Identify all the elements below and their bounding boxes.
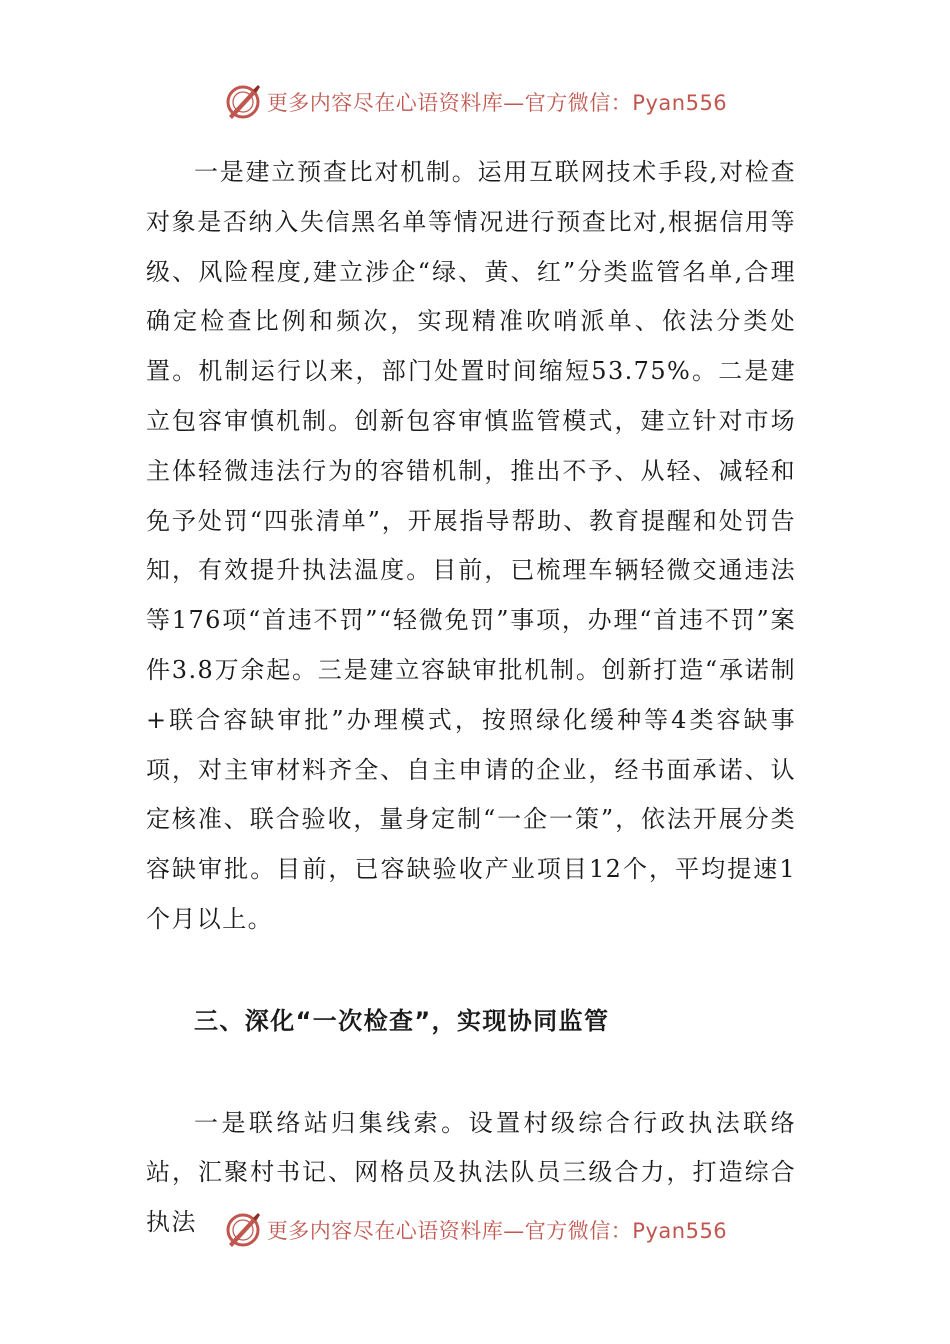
header-banner: [0, 78, 950, 126]
body-paragraph-2: 一是联络站归集线索。设置村级综合行政执法联络站，汇聚村书记、网格员及执法队员三级合力，打造综合执法: [146, 1108, 796, 1237]
pen-seal-logo-icon: [223, 1210, 263, 1250]
body-paragraph-1: 一是建立预查比对机制。运用互联网技术手段,对检查对象是否纳入失信黑名单等情况进行预查比对,根据信用等级、风险程度,建立涉企“绿、黄、红”分类监管名单,合理确定检查比例和频次，实现精准吹哨派单、依法分类处置。机制运行以来，部门处置时间缩短53.75%。二是建立包容审慎机制。创新包容审慎监管模式，建立针对市场主体轻微违法行为的容错机制，推出不予、从轻、减轻和免予处罚“四张清单”，开展指导帮助、教育提醒和处罚告知，有效提升执法温度。目前，已梳理车辆轻微交通违法等176项“首违不罚”“轻微免罚”事项，办理“首违不罚”案件3.8万余起。三是建立容缺审批机制。创新打造“承诺制+联合容缺审批”办理模式，按照绿化缓种等4类容缺事项，对主审材料齐全、自主申请的企业，经书面承诺、认定核准、联合验收，量身定制“一企一策”，依法开展分类容缺审批。目前，已容缺验收产业项目12个，平均提速1个月以上。: [146, 158, 796, 933]
header-banner-text: 更多内容尽在心语资料库—官方微信：Pyan556: [266, 91, 728, 115]
section-heading-3: 三、深化“一次检查”，实现协同监管: [194, 1006, 610, 1035]
footer-banner-text: 更多内容尽在心语资料库—官方微信：Pyan556: [266, 1219, 728, 1243]
pen-seal-logo-icon: [223, 82, 263, 122]
footer-banner: [0, 1206, 950, 1254]
document-body: [146, 148, 796, 1248]
